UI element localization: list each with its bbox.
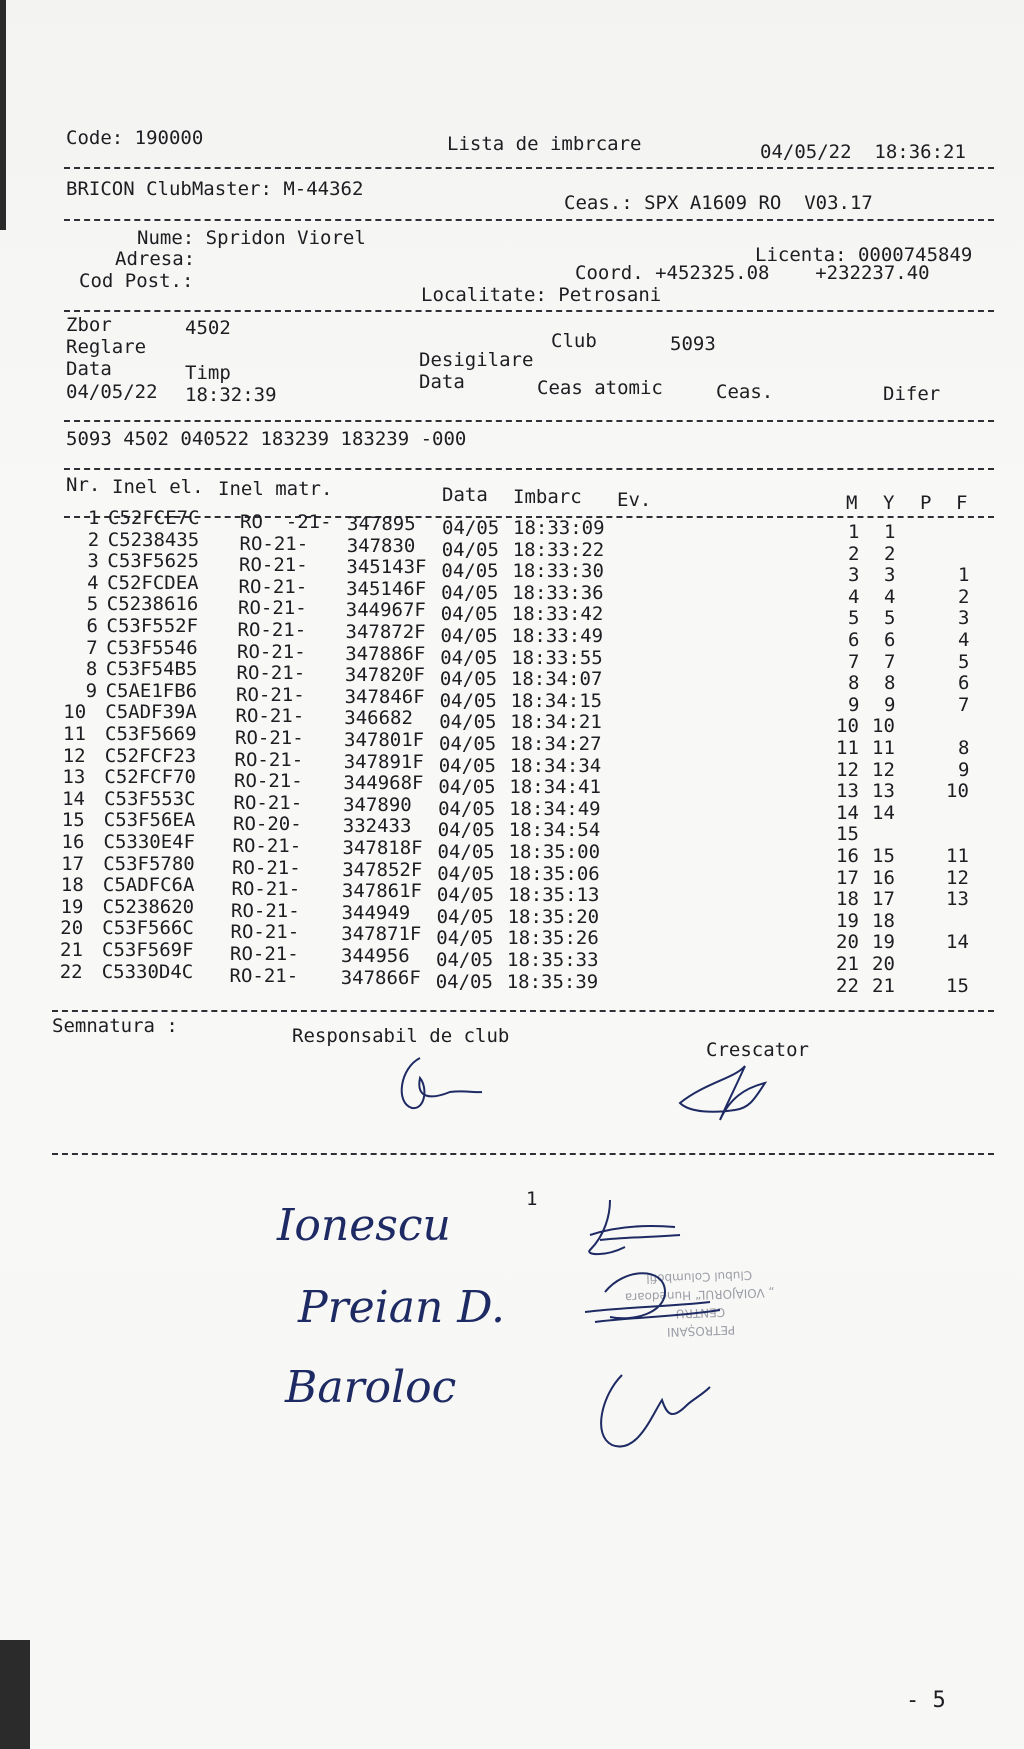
row-nr: 20: [60, 917, 84, 940]
row-ring-number: 347801F: [344, 729, 425, 751]
row-ring-prefix: RO-21-: [239, 532, 309, 555]
row-ring-electronic: C52FCF70: [104, 766, 196, 789]
row-ring-number: 347830: [346, 534, 416, 557]
row-m: 14: [836, 801, 859, 824]
row-boarding-time: 18:33:36: [512, 581, 604, 604]
row-y: 2: [884, 542, 896, 565]
row-ring-number: 344949: [341, 901, 411, 924]
row-y: 19: [872, 931, 895, 954]
row-ring-prefix: RO-21-: [232, 835, 302, 857]
handwritten-name-2: Preian D.: [298, 1282, 506, 1333]
row-date: 04/05: [439, 711, 497, 734]
handwritten-signature-3: [592, 1365, 722, 1455]
code-label: Code: 190000: [66, 127, 204, 149]
row-f: 11: [946, 845, 969, 867]
row-ring-prefix: RO-21-: [230, 921, 300, 944]
clubmaster-label: BRICON ClubMaster: M-44362: [66, 178, 364, 200]
row-nr: 18: [60, 874, 84, 897]
col-header-boarding: Imbarc: [513, 486, 582, 508]
row-nr: 2: [87, 528, 100, 551]
row-y: 14: [872, 801, 895, 824]
row-nr: 5: [86, 593, 99, 616]
document-title: Lista de imbrcare: [447, 133, 642, 155]
row-date: 04/05: [438, 754, 496, 777]
row-ring-prefix: RO-21-: [229, 964, 299, 987]
row-date: 04/05: [439, 689, 497, 712]
row-f: 8: [958, 737, 970, 759]
row-ring-number: 347871F: [341, 923, 422, 946]
row-ring-electronic: C5AE1FB6: [105, 679, 198, 702]
row-ring-electronic: C5330E4F: [103, 831, 196, 853]
row-f: 10: [946, 780, 969, 803]
row-f: 3: [958, 607, 970, 630]
stamp-text: CENTRU: [675, 1305, 726, 1321]
row-m: 11: [836, 737, 859, 759]
page-mark: - 5: [906, 1688, 946, 1713]
owner-postal-code: Cod Post.:: [79, 270, 194, 292]
separator: [52, 1010, 994, 1012]
row-boarding-time: 18:34:41: [509, 776, 601, 799]
row-boarding-time: 18:35:00: [508, 841, 601, 863]
row-date: 04/05: [435, 970, 493, 993]
row-m: 17: [836, 866, 859, 889]
row-boarding-time: 18:34:34: [509, 754, 602, 777]
row-ring-electronic: C5238435: [107, 528, 200, 551]
row-y: 10: [872, 715, 895, 738]
row-y: 3: [884, 564, 896, 587]
row-ring-prefix: RO-20-: [233, 813, 302, 836]
row-boarding-time: 18:33:22: [512, 538, 605, 561]
atomic-clock-label: Ceas atomic: [537, 377, 663, 399]
handwritten-name-3: Baroloc: [285, 1362, 457, 1413]
print-datetime: 04/05/22 18:36:21: [760, 141, 966, 163]
flight-label: Zbor: [66, 314, 112, 336]
club-number: 5093: [670, 333, 716, 355]
col-header-y: Y: [883, 492, 895, 514]
row-date: 04/05: [441, 581, 499, 604]
row-ring-prefix: RO-21-: [230, 943, 299, 965]
row-y: 18: [872, 909, 895, 932]
row-f: 12: [946, 866, 969, 889]
setting-date: 04/05/22: [66, 381, 158, 403]
row-ring-number: 347852F: [342, 858, 423, 881]
row-m: 15: [836, 823, 859, 846]
row-boarding-time: 18:35:26: [507, 927, 599, 950]
separator: [64, 420, 994, 422]
row-f: 15: [946, 974, 969, 997]
clock-label: Ceas.: SPX A1609 RO V03.17: [564, 192, 873, 214]
row-f: 5: [958, 650, 970, 673]
row-ring-prefix: RO-21-: [233, 791, 303, 814]
row-y: 20: [872, 953, 895, 975]
row-boarding-time: 18:33:30: [512, 560, 604, 583]
col-header-date: Data: [442, 484, 488, 506]
row-date: 04/05: [440, 625, 498, 647]
row-ring-prefix: RO-21-: [234, 748, 304, 771]
flight-number: 4502: [185, 317, 231, 339]
setting-time: 18:32:39: [185, 384, 277, 406]
row-f: 1: [958, 564, 970, 587]
col-header-ring-el: Inel el.: [112, 476, 204, 498]
separator: [64, 468, 994, 470]
owner-license: Licenta: 0000745849: [755, 244, 973, 266]
stamp-text: PETROȘANI: [666, 1322, 736, 1340]
row-nr: 22: [59, 960, 83, 983]
row-f: 14: [946, 931, 969, 954]
row-nr: 21: [60, 939, 83, 961]
row-ring-prefix: RO-21-: [237, 619, 307, 641]
row-y: 15: [872, 845, 895, 867]
row-m: 8: [848, 672, 860, 695]
date-label: Data: [66, 358, 112, 380]
row-y: 11: [872, 737, 895, 759]
row-ring-number: 347890: [343, 793, 412, 816]
row-y: 4: [884, 585, 896, 608]
row-date: 04/05: [440, 603, 498, 626]
row-ring-electronic: C5238620: [102, 895, 195, 918]
row-boarding-time: 18:34:54: [508, 819, 601, 842]
row-ring-electronic: C53F552F: [106, 615, 199, 637]
row-f: 6: [958, 672, 970, 695]
row-nr: 11: [63, 723, 86, 745]
scan-edge-bottom-left: [0, 1640, 30, 1749]
row-m: 2: [848, 542, 860, 565]
col-header-nr: Nr.: [66, 474, 101, 496]
row-ring-prefix: RO-21-: [231, 878, 301, 901]
row-date: 04/05: [439, 733, 497, 755]
row-date: 04/05: [436, 949, 494, 971]
breeder-label: Crescator: [706, 1039, 809, 1061]
row-date: 04/05: [442, 517, 500, 539]
row-nr: 4: [87, 571, 99, 594]
unsealing-date-label: Data: [419, 371, 465, 393]
row-ring-number: 347895: [347, 513, 416, 535]
row-y: 7: [884, 650, 896, 673]
row-date: 04/05: [437, 841, 495, 863]
row-m: 12: [836, 758, 859, 781]
row-ring-number: 344956: [341, 945, 410, 967]
row-ring-electronic: C5ADFC6A: [102, 874, 195, 897]
row-m: 18: [836, 888, 859, 911]
club-responsible-signature: [390, 1048, 490, 1118]
row-boarding-time: 18:35:13: [507, 884, 600, 907]
row-m: 6: [848, 629, 860, 651]
row-ring-number: 347846F: [344, 685, 425, 708]
row-ring-electronic: C52FCE7C: [108, 507, 200, 529]
row-ring-prefix: RO-21-: [235, 705, 305, 728]
row-m: 19: [836, 909, 859, 932]
row-ring-number: 347891F: [343, 750, 424, 773]
row-nr: 14: [62, 787, 85, 810]
row-boarding-time: 18:33:09: [513, 517, 605, 539]
col-header-f: F: [956, 492, 968, 514]
row-y: 6: [884, 629, 896, 651]
row-nr: 1: [88, 507, 100, 529]
row-boarding-time: 18:35:06: [508, 862, 600, 885]
row-m: 13: [836, 780, 859, 803]
row-ring-electronic: C53F566C: [102, 917, 194, 940]
row-ring-number: 347820F: [344, 664, 425, 687]
difference-label: Difer: [883, 383, 941, 405]
row-ring-number: 345143F: [346, 556, 427, 579]
row-nr: 3: [87, 550, 99, 573]
row-ring-electronic: C53F5669: [105, 723, 197, 745]
row-y: 8: [884, 672, 896, 695]
row-date: 04/05: [438, 776, 496, 799]
row-y: 16: [872, 866, 895, 889]
row-ring-prefix: RO-21-: [237, 640, 306, 663]
row-ring-electronic: C53F56EA: [103, 809, 196, 832]
row-ring-prefix: RO-21-: [231, 899, 300, 922]
owner-address: Adresa:: [115, 248, 196, 270]
row-f: 9: [958, 758, 970, 781]
handwritten-signature-2: [585, 1262, 725, 1342]
row-ring-electronic: C53F54B5: [105, 658, 198, 681]
row-ring-prefix: RO-21-: [238, 597, 307, 620]
row-ring-number: 347818F: [342, 837, 423, 859]
row-ring-electronic: C52FCF23: [104, 744, 197, 767]
row-ring-prefix: RO -21-: [240, 511, 332, 533]
owner-name: Nume: Spridon Viorel: [137, 227, 366, 249]
row-date: 04/05: [436, 927, 494, 950]
row-y: 1: [884, 521, 896, 543]
separator: [64, 167, 994, 169]
row-nr: 7: [86, 636, 98, 659]
separator: [64, 310, 994, 312]
row-nr: 12: [62, 744, 86, 767]
row-m: 4: [848, 585, 860, 608]
row-date: 04/05: [438, 797, 496, 820]
row-ring-number: 332433: [342, 815, 412, 838]
row-ring-electronic: C5ADF39A: [105, 701, 197, 724]
row-m: 7: [848, 650, 860, 673]
row-date: 04/05: [441, 538, 499, 561]
row-boarding-time: 18:34:15: [510, 689, 603, 712]
row-ring-number: 347861F: [341, 880, 422, 903]
separator: [52, 1153, 994, 1155]
row-ring-electronic: C52FCDEA: [107, 571, 199, 594]
row-boarding-time: 18:35:33: [507, 949, 599, 971]
row-y: 9: [884, 693, 896, 716]
row-ring-electronic: C5238616: [106, 593, 199, 616]
row-ring-number: 346682: [344, 707, 413, 730]
row-boarding-time: 18:34:27: [510, 733, 602, 755]
row-boarding-time: 18:34:49: [509, 797, 601, 820]
row-ring-number: 347886F: [345, 642, 426, 665]
club-label: Club: [551, 330, 597, 352]
row-y: 12: [872, 758, 895, 781]
page-number: 1: [526, 1188, 538, 1210]
setting-label: Reglare: [66, 336, 147, 358]
row-ring-number: 347872F: [345, 621, 426, 643]
row-ring-number: 347866F: [340, 966, 421, 989]
row-nr: 8: [85, 658, 98, 681]
row-boarding-time: 18:34:21: [510, 711, 602, 734]
row-ring-prefix: RO-21-: [235, 727, 304, 749]
row-y: 17: [872, 888, 895, 911]
row-ring-electronic: C53F5625: [107, 550, 199, 573]
owner-coordinates: Coord. +452325.08 +232237.40: [575, 262, 930, 284]
separator: [64, 219, 994, 221]
row-date: 04/05: [440, 646, 498, 669]
time-label: Timp: [185, 362, 231, 384]
row-nr: 9: [85, 679, 98, 702]
signature-label: Semnatura :: [52, 1015, 178, 1037]
row-nr: 17: [61, 852, 85, 875]
col-header-ring-matr: Inel matr.: [218, 478, 333, 500]
row-y: 21: [872, 974, 895, 997]
col-header-m: M: [846, 492, 858, 514]
row-boarding-time: 18:33:42: [511, 603, 604, 626]
row-m: 10: [836, 715, 859, 738]
row-ring-prefix: RO-21-: [239, 554, 308, 577]
row-nr: 13: [62, 766, 86, 789]
row-ring-prefix: RO-21-: [238, 575, 308, 598]
row-m: 20: [836, 931, 859, 954]
row-m: 9: [848, 693, 860, 716]
row-date: 04/05: [437, 862, 495, 885]
row-m: 5: [848, 607, 860, 630]
club-responsible-label: Responsabil de club: [292, 1025, 510, 1047]
row-boarding-time: 18:33:55: [511, 646, 603, 669]
col-header-p: P: [920, 492, 932, 514]
row-m: 21: [836, 953, 859, 975]
col-header-ev: Ev.: [617, 489, 652, 511]
row-ring-electronic: C53F5780: [103, 852, 195, 875]
stamp-text: Clubul Columbofil: [646, 1268, 753, 1286]
row-boarding-time: 18:35:39: [506, 970, 599, 993]
row-nr: 10: [63, 701, 87, 724]
breeder-signature: [675, 1058, 785, 1128]
row-y: 13: [872, 780, 895, 803]
row-nr: 19: [60, 895, 84, 918]
row-m: 16: [836, 845, 859, 867]
row-f: 4: [958, 629, 970, 651]
row-date: 04/05: [437, 819, 495, 842]
row-ring-electronic: C53F569F: [102, 939, 194, 961]
unsealing-label: Desigilare: [419, 349, 534, 371]
row-ring-number: 344968F: [343, 772, 424, 795]
row-ring-number: 345146F: [346, 577, 427, 600]
row-f: 7: [958, 693, 970, 716]
row-nr: 15: [61, 809, 85, 832]
row-ring-prefix: RO-21-: [234, 770, 303, 793]
row-ring-electronic: C53F5546: [106, 636, 198, 659]
clock-col-label: Ceas.: [716, 381, 774, 403]
handwritten-signature-1: [580, 1195, 690, 1265]
row-ring-electronic: C5330D4C: [101, 960, 194, 983]
row-date: 04/05: [436, 905, 494, 928]
handwritten-name-1: Ionescu: [277, 1200, 451, 1251]
row-ring-prefix: RO-21-: [236, 683, 305, 706]
row-nr: 6: [86, 615, 98, 637]
row-ring-number: 344967F: [345, 599, 426, 622]
stamp-text: „ VOIAJORUL“ Hunedoara: [624, 1285, 775, 1305]
row-nr: 16: [61, 831, 85, 853]
flight-code-line: 5093 4502 040522 183239 183239 -000: [66, 428, 467, 450]
row-date: 04/05: [441, 560, 499, 583]
row-m: 22: [836, 974, 859, 997]
row-ring-prefix: RO-21-: [236, 662, 306, 685]
row-y: 5: [884, 607, 896, 630]
row-boarding-time: 18:33:49: [511, 625, 604, 647]
row-f: 13: [946, 888, 969, 911]
row-ring-electronic: C53F553C: [104, 787, 196, 810]
row-m: 3: [848, 564, 860, 587]
row-f: 2: [958, 585, 970, 608]
row-date: 04/05: [436, 884, 495, 907]
row-ring-prefix: RO-21-: [232, 856, 301, 879]
row-date: 04/05: [439, 668, 498, 691]
row-boarding-time: 18:35:20: [507, 905, 600, 928]
owner-locality: Localitate: Petrosani: [421, 284, 662, 306]
row-boarding-time: 18:34:07: [510, 668, 603, 691]
row-m: 1: [848, 521, 860, 543]
scan-edge: [0, 0, 6, 230]
